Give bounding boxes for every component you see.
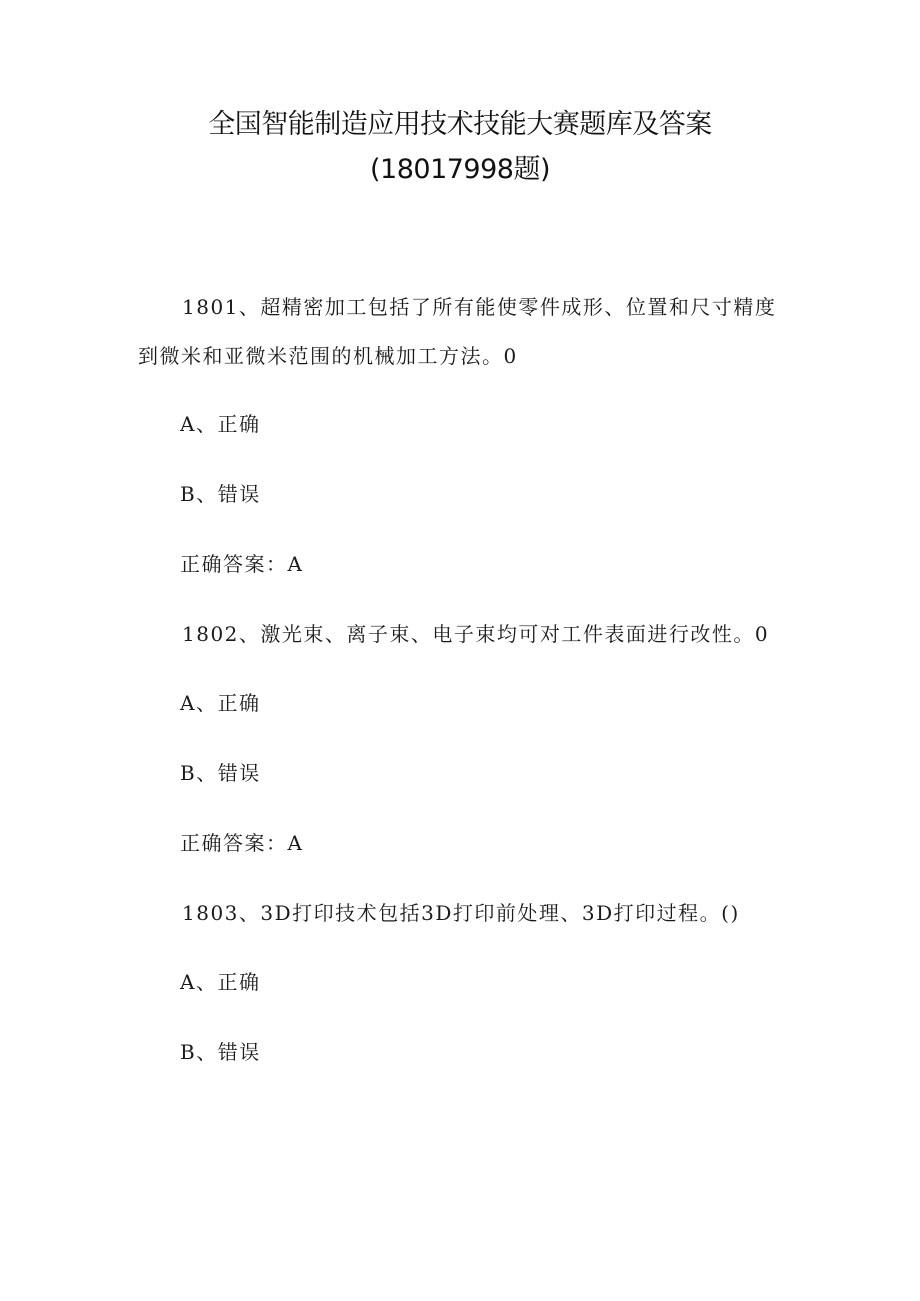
question-1802-stem: 1802、激光束、离子束、电子束均可对工件表面进行改性。0: [182, 622, 770, 646]
question-1802-answer: 正确答案：A: [180, 831, 304, 855]
question-1803-option-a: A、正确: [180, 970, 261, 994]
question-1801-stem: 1801、超精密加工包括了所有能使零件成形、位置和尺寸精度: [182, 295, 777, 319]
question-1802-option-a: A、正确: [180, 691, 261, 715]
question-1801-stem-continued: 到微米和亚微米范围的机械加工方法。0: [138, 344, 518, 368]
question-1801-answer: 正确答案：A: [180, 552, 304, 576]
question-1801-option-a: A、正确: [180, 412, 261, 436]
question-1802-option-b: B、错误: [180, 761, 261, 785]
question-1801-option-b: B、错误: [180, 482, 261, 506]
question-1803-stem: 1803、3D打印技术包括3D打印前处理、3D打印过程。(): [182, 901, 740, 925]
question-1803-option-b: B、错误: [180, 1040, 261, 1064]
document-subtitle: (18017998题): [370, 154, 550, 185]
document-title: 全国智能制造应用技术技能大赛题库及答案: [208, 109, 712, 140]
